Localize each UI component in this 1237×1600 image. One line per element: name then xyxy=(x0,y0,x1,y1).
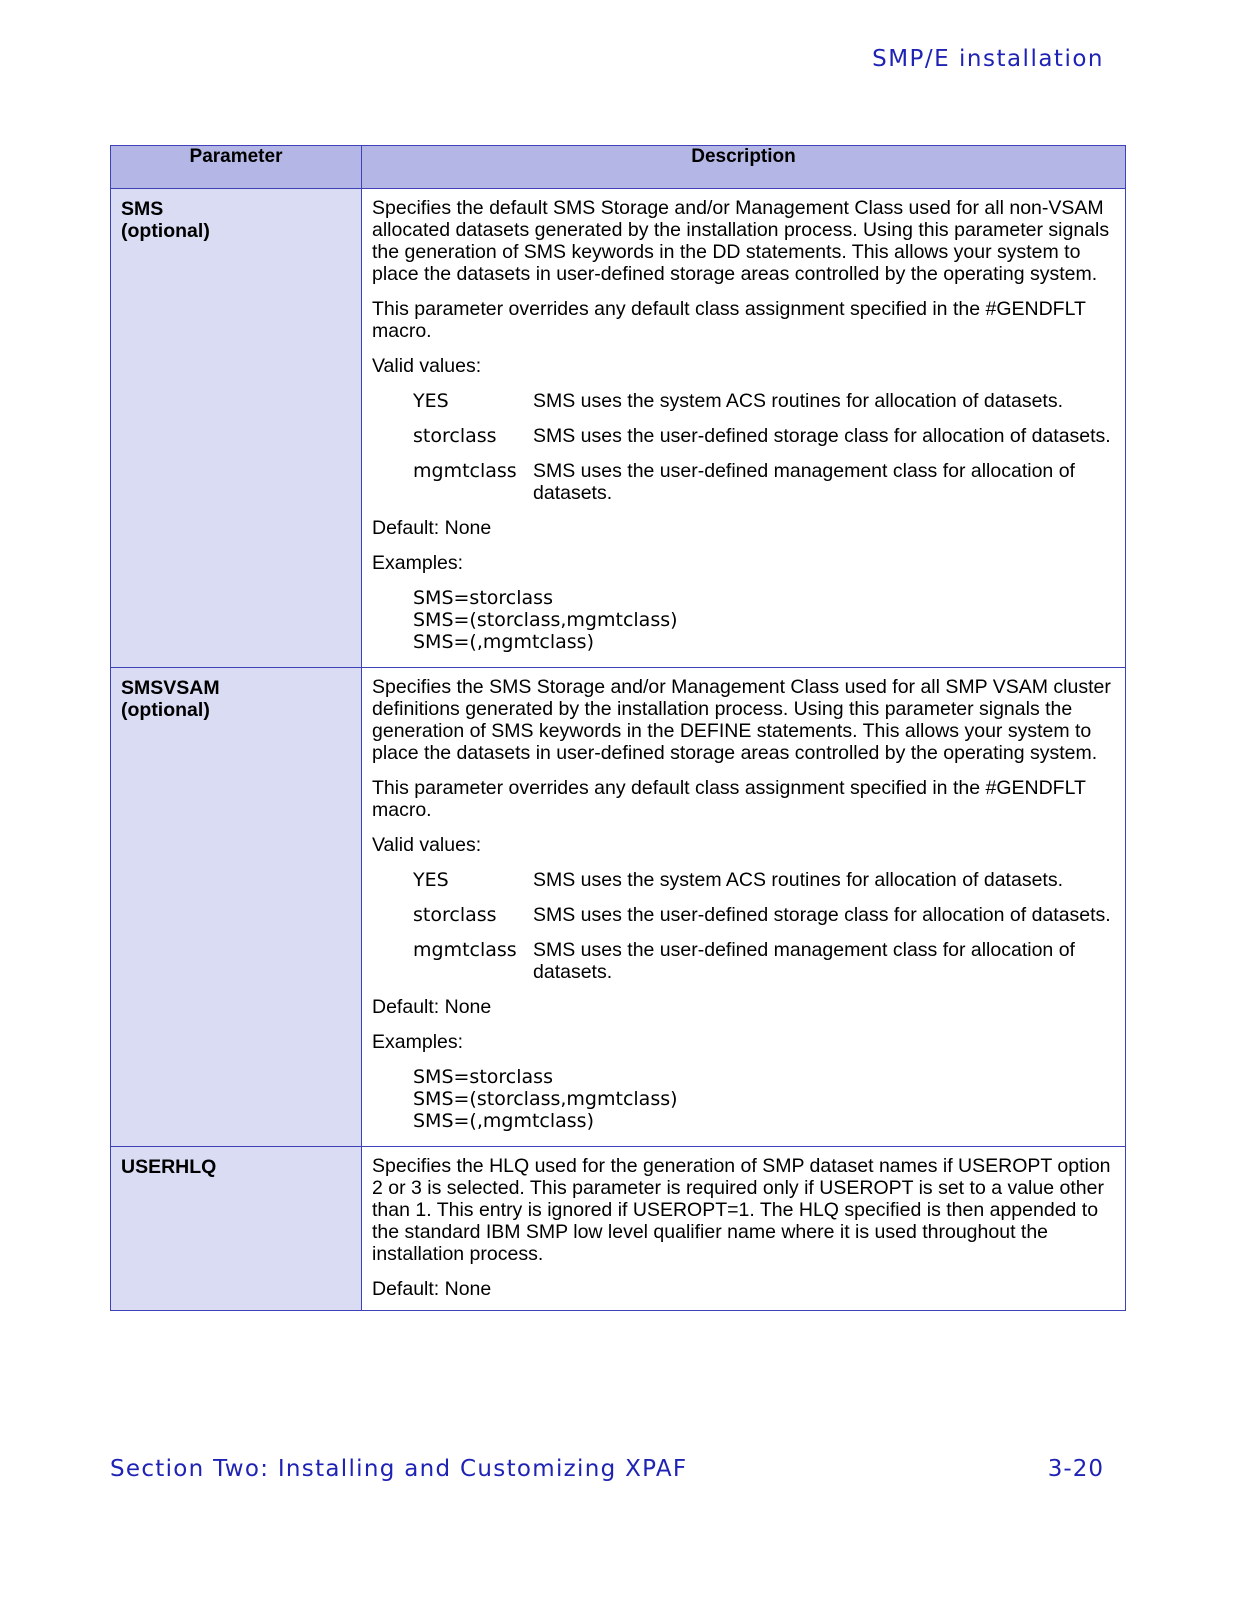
description-paragraph: Specifies the default SMS Storage and/or Management Class used for all non-VSAM allocated datasets generated by the installation process. Using this parameter signals the generation of SMS keywords in the DD statements. This allows your system to place the datasets in user-defined storage areas controlled by the operating system. xyxy=(372,197,1110,285)
footer-page-number: 3-20 xyxy=(1047,1456,1104,1482)
example-line: SMS=storclass xyxy=(413,587,553,609)
value-row xyxy=(372,869,1115,891)
value-name: YES xyxy=(413,869,449,891)
parameter-cell xyxy=(111,1147,362,1311)
parameter-name: SMS xyxy=(121,198,164,220)
parameter-name: SMSVSAM xyxy=(121,677,220,699)
value-description: SMS uses the system ACS routines for allocation of datasets. xyxy=(533,390,1064,412)
default-value: Default: None xyxy=(372,996,492,1018)
table-row xyxy=(111,668,1126,1147)
parameter-qualifier: (optional) xyxy=(121,220,210,242)
parameter-cell xyxy=(111,189,362,668)
description-paragraph: This parameter overrides any default class assignment specified in the #GENDFLT macro. xyxy=(372,777,1086,821)
value-row xyxy=(372,939,1115,983)
value-description: SMS uses the user-defined storage class for allocation of datasets. xyxy=(533,425,1111,447)
parameter-name: USERHLQ xyxy=(121,1156,217,1178)
description-paragraph: Specifies the SMS Storage and/or Management Class used for all SMP VSAM cluster definitions generated by the installation process. Using this parameter signals the generation of SMS keywords in the DEFINE statements. This allows your system to place the datasets in user-defined storage areas controlled by the operating system. xyxy=(372,676,1111,764)
footer-section-title: Section Two: Installing and Customizing XPAF xyxy=(110,1456,688,1482)
value-row xyxy=(372,390,1115,412)
value-description: SMS uses the user-defined management class for allocation of datasets. xyxy=(533,939,1075,983)
value-description: SMS uses the user-defined storage class for allocation of datasets. xyxy=(533,904,1111,926)
examples-label: Examples: xyxy=(372,1031,464,1053)
valid-values-label: Valid values: xyxy=(372,834,482,856)
description-paragraph: This parameter overrides any default class assignment specified in the #GENDFLT macro. xyxy=(372,298,1086,342)
examples-label: Examples: xyxy=(372,552,464,574)
parameter-cell xyxy=(111,668,362,1147)
parameter-table xyxy=(110,145,1126,1311)
examples-block xyxy=(372,587,1115,653)
value-row xyxy=(372,904,1115,926)
description-cell xyxy=(362,1147,1126,1311)
examples-block xyxy=(372,1066,1115,1132)
value-name: storclass xyxy=(413,904,497,926)
value-description: SMS uses the system ACS routines for allocation of datasets. xyxy=(533,869,1064,891)
example-line: SMS=(,mgmtclass) xyxy=(413,1110,594,1132)
description-cell xyxy=(362,668,1126,1147)
parameter-qualifier: (optional) xyxy=(121,699,210,721)
running-title: SMP/E installation xyxy=(872,46,1104,72)
value-row xyxy=(372,460,1115,504)
description-cell xyxy=(362,189,1126,668)
value-name: mgmtclass xyxy=(413,460,517,482)
example-line: SMS=(storclass,mgmtclass) xyxy=(413,1088,678,1110)
value-name: storclass xyxy=(413,425,497,447)
default-value: Default: None xyxy=(372,517,492,539)
valid-values-label: Valid values: xyxy=(372,355,482,377)
default-value: Default: None xyxy=(372,1278,492,1300)
example-line: SMS=(,mgmtclass) xyxy=(413,631,594,653)
value-row xyxy=(372,425,1115,447)
example-line: SMS=storclass xyxy=(413,1066,553,1088)
column-header-parameter: Parameter xyxy=(111,146,362,189)
table-row xyxy=(111,1147,1126,1311)
table-header-row xyxy=(111,146,1126,189)
valid-values-list xyxy=(372,869,1115,983)
value-name: mgmtclass xyxy=(413,939,517,961)
example-line: SMS=(storclass,mgmtclass) xyxy=(413,609,678,631)
value-description: SMS uses the user-defined management class for allocation of datasets. xyxy=(533,460,1075,504)
column-header-description: Description xyxy=(362,146,1126,189)
table-row xyxy=(111,189,1126,668)
valid-values-list xyxy=(372,390,1115,504)
description-paragraph: Specifies the HLQ used for the generation of SMP dataset names if USEROPT option 2 or 3 is selected. This parameter is required only if USEROPT is set to a value other than 1. This entry is ignored if USEROPT=1. The HLQ specified is then appended to the standard IBM SMP low level qualifier name where it is used throughout the installation process. xyxy=(372,1155,1111,1265)
value-name: YES xyxy=(413,390,449,412)
